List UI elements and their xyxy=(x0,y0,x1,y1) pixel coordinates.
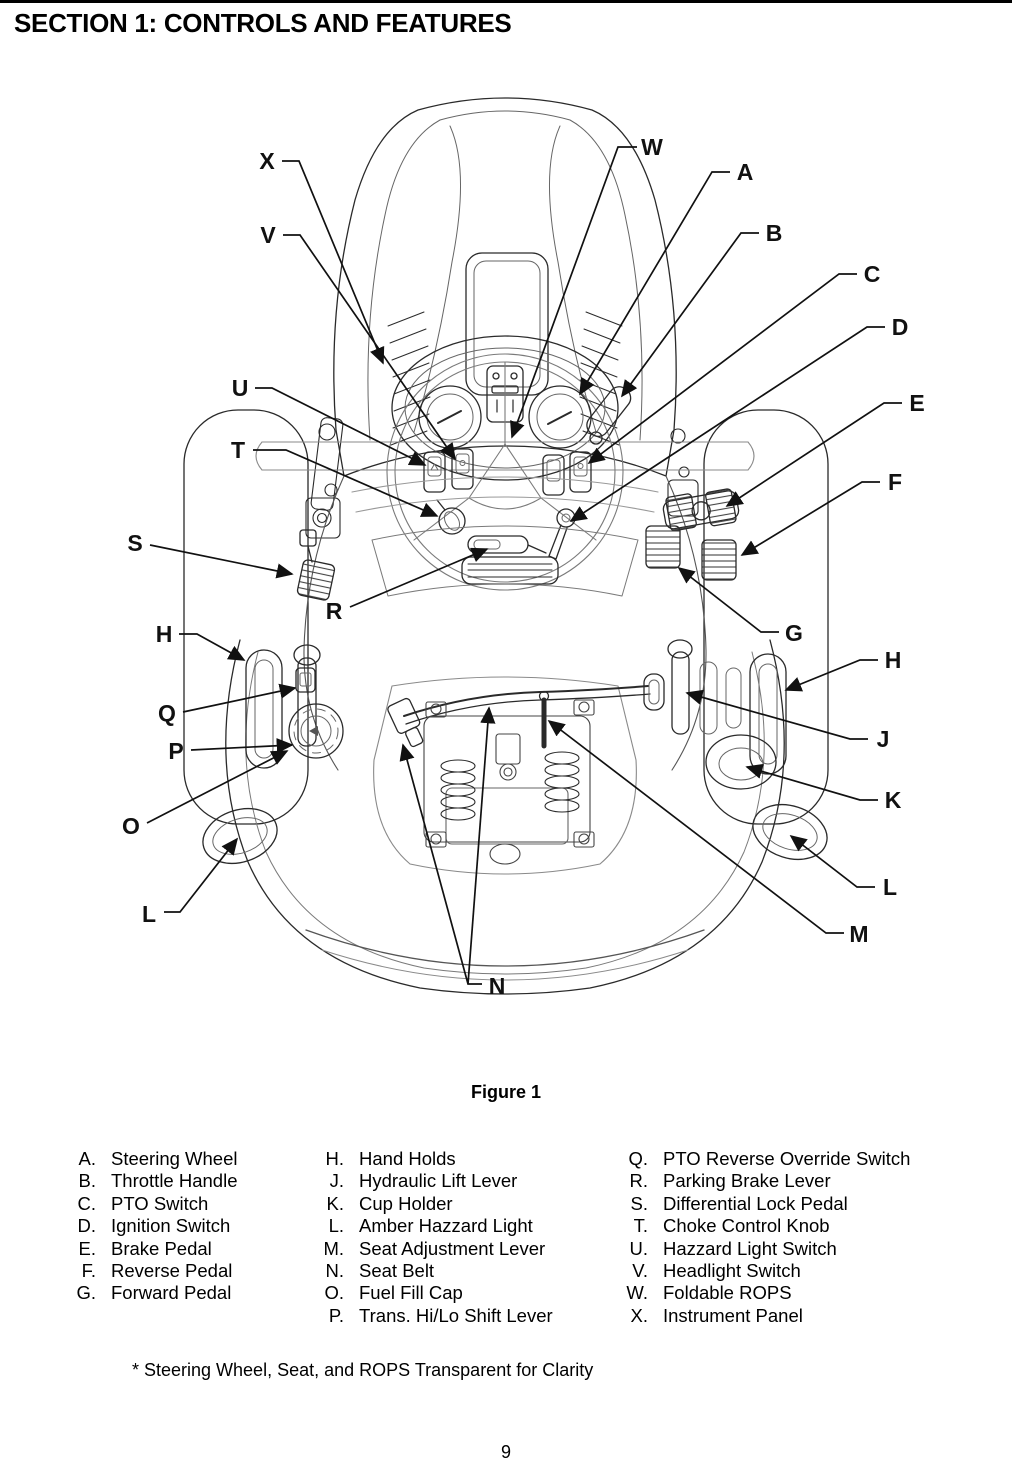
legend-item-n xyxy=(300,1260,553,1282)
leader-h-right xyxy=(786,660,878,690)
legend-label: Seat Belt xyxy=(359,1260,435,1282)
legend-letter: B. xyxy=(78,1170,96,1192)
callout-letter-e: E xyxy=(909,390,925,416)
legend-letter: N. xyxy=(325,1260,344,1282)
legend-label: Differential Lock Pedal xyxy=(663,1192,848,1214)
legend-label: Hand Holds xyxy=(359,1148,456,1169)
legend-letter: J. xyxy=(329,1170,344,1192)
hand-hold-right xyxy=(750,654,786,774)
legend-label: Foldable ROPS xyxy=(663,1282,792,1304)
legend-letter: H. xyxy=(325,1148,344,1169)
legend-letter: C. xyxy=(77,1192,96,1214)
leader-f xyxy=(742,482,880,555)
callout-letter-o: O xyxy=(122,813,140,839)
legend-item-l xyxy=(300,1215,553,1237)
legend-item-f xyxy=(62,1260,237,1282)
legend-letter: X. xyxy=(630,1304,648,1326)
legend-letter: F. xyxy=(81,1260,96,1282)
reverse-pedal xyxy=(702,540,736,580)
legend-label: PTO Reverse Override Switch xyxy=(663,1148,911,1169)
seat-coil-springs xyxy=(441,752,579,820)
callout-letter-n: N xyxy=(488,973,506,999)
leader-r xyxy=(350,549,487,607)
legend-letter: A. xyxy=(78,1148,96,1169)
legend-letter: M. xyxy=(323,1237,344,1259)
callout-letter-d: D xyxy=(891,314,909,340)
leader-n-2 xyxy=(468,708,489,984)
leader-k xyxy=(747,767,878,800)
legend-label: Headlight Switch xyxy=(663,1260,801,1282)
legend-item-m xyxy=(300,1238,553,1260)
legend-item-d xyxy=(62,1215,237,1237)
callout-letter-x: X xyxy=(259,148,275,174)
leader-l-right xyxy=(791,836,875,887)
left-fender-bracket xyxy=(306,417,344,538)
legend-letter: E. xyxy=(78,1237,96,1259)
dash-grille xyxy=(462,557,558,584)
legend-label: Seat Adjustment Lever xyxy=(359,1237,546,1259)
legend-label: Reverse Pedal xyxy=(111,1260,233,1282)
legend-letter: Q. xyxy=(628,1148,648,1169)
legend-item-h xyxy=(300,1148,553,1170)
legend-item-j xyxy=(300,1170,553,1192)
leader-h-left xyxy=(179,634,244,660)
legend-label: Fuel Fill Cap xyxy=(359,1282,463,1304)
legend-item-k xyxy=(300,1193,553,1215)
legend-label: Forward Pedal xyxy=(111,1282,232,1304)
legend-letter: L. xyxy=(328,1215,344,1237)
seat-frame xyxy=(424,700,594,864)
callout-letter-r: R xyxy=(325,598,343,624)
legend-letter: D. xyxy=(77,1215,96,1237)
seat-belt xyxy=(387,674,664,750)
legend-item-q xyxy=(604,1148,910,1170)
callout-letter-s: S xyxy=(127,530,143,556)
callout-letter-q: Q xyxy=(158,700,176,726)
legend-letter: S. xyxy=(630,1192,648,1214)
operator-platform xyxy=(304,476,706,770)
callout-letter-a: A xyxy=(736,159,754,185)
legend-letter: P. xyxy=(328,1304,344,1326)
leader-e xyxy=(727,403,902,506)
leader-s xyxy=(150,545,292,574)
leader-q xyxy=(183,688,295,712)
pto-switch xyxy=(570,452,591,492)
tractor-illustration xyxy=(184,98,834,994)
callout-letter-c: C xyxy=(863,261,881,287)
legend-item-t xyxy=(604,1215,910,1237)
legend-item-e xyxy=(62,1238,237,1260)
callout-letter-t: T xyxy=(230,437,246,463)
callout-letter-f: F xyxy=(887,469,903,495)
legend-letter: G. xyxy=(76,1282,96,1304)
legend-letter: K. xyxy=(326,1192,344,1214)
callout-letter-h-left: H xyxy=(155,621,173,647)
forward-pedal xyxy=(646,526,680,568)
legend-item-c xyxy=(62,1193,237,1215)
callout-letter-m: M xyxy=(849,921,869,947)
legend-label: Instrument Panel xyxy=(663,1304,803,1326)
legend-label: Steering Wheel xyxy=(111,1148,238,1169)
figure-caption: Figure 1 xyxy=(470,1082,541,1102)
legend-label: Amber Hazzard Light xyxy=(359,1215,533,1237)
steering-wheel xyxy=(387,354,623,590)
leader-a xyxy=(580,172,730,394)
legend-item-p xyxy=(300,1305,553,1327)
hand-hold-left xyxy=(246,650,282,768)
leader-b xyxy=(622,233,759,396)
callout-letter-u: U xyxy=(231,375,249,401)
leader-m xyxy=(549,721,844,933)
callout-letter-l-left: L xyxy=(141,901,157,927)
legend-label: Brake Pedal xyxy=(111,1237,212,1259)
leader-c xyxy=(589,274,857,463)
legend-letter: U. xyxy=(629,1237,648,1259)
legend-item-r xyxy=(604,1170,910,1192)
amber-light-right xyxy=(746,796,834,869)
legend-letter: W. xyxy=(626,1282,648,1304)
legend-label: Throttle Handle xyxy=(111,1170,238,1192)
legend-item-o xyxy=(300,1282,553,1304)
legend-label: Hazzard Light Switch xyxy=(663,1237,837,1259)
legend-item-b xyxy=(62,1170,237,1192)
legend-column-2 xyxy=(300,1148,553,1327)
parking-brake-lever xyxy=(468,536,546,553)
footnote: * Steering Wheel, Seat, and ROPS Transparent for Clarity xyxy=(132,1360,594,1380)
legend-label: Hydraulic Lift Lever xyxy=(359,1170,518,1192)
legend-item-s xyxy=(604,1193,910,1215)
page-title: SECTION 1: CONTROLS AND FEATURES xyxy=(14,8,512,38)
rear-wheel-right xyxy=(704,410,828,824)
legend-letter: T. xyxy=(633,1215,648,1237)
legend-label: Trans. Hi/Lo Shift Lever xyxy=(359,1304,553,1326)
legend-item-v xyxy=(604,1260,910,1282)
hazard-light-switch xyxy=(424,452,445,492)
callout-letter-k: K xyxy=(884,787,902,813)
callout-letter-h-right: H xyxy=(884,647,902,673)
callout-letter-v: V xyxy=(260,222,276,248)
callout-letter-p: P xyxy=(168,738,184,764)
legend-column-1 xyxy=(62,1148,237,1305)
legend-item-x xyxy=(604,1305,910,1327)
page-number: 9 xyxy=(500,1442,511,1462)
legend-item-w xyxy=(604,1282,910,1304)
legend-label: Parking Brake Lever xyxy=(663,1170,831,1192)
legend-label: Cup Holder xyxy=(359,1192,453,1214)
callout-letter-g: G xyxy=(785,620,803,646)
legend-item-g xyxy=(62,1282,237,1304)
callout-letter-b: B xyxy=(765,220,783,246)
legend-letter: V. xyxy=(632,1260,648,1282)
legend-column-3 xyxy=(604,1148,910,1327)
legend-item-u xyxy=(604,1238,910,1260)
leader-w xyxy=(512,147,637,437)
legend-label: Choke Control Knob xyxy=(663,1215,830,1237)
legend-letter: O. xyxy=(324,1282,344,1304)
cup-holder xyxy=(706,735,776,789)
ignition-switch-key xyxy=(549,509,575,559)
legend-item-a xyxy=(62,1148,237,1170)
callout-letter-l-right: L xyxy=(882,874,898,900)
callout-letter-j: J xyxy=(876,726,890,752)
legend-label: Ignition Switch xyxy=(111,1215,231,1237)
callout-letters xyxy=(122,134,925,999)
seat-adjustment-lever xyxy=(540,692,549,747)
legend-label: PTO Switch xyxy=(111,1192,209,1214)
callout-letter-w: W xyxy=(641,134,663,160)
differential-lock-pedal xyxy=(297,530,336,601)
headlight-switch xyxy=(452,449,473,489)
leader-p xyxy=(191,745,292,750)
leader-l-left xyxy=(164,839,237,912)
legend-letter: R. xyxy=(629,1170,648,1192)
